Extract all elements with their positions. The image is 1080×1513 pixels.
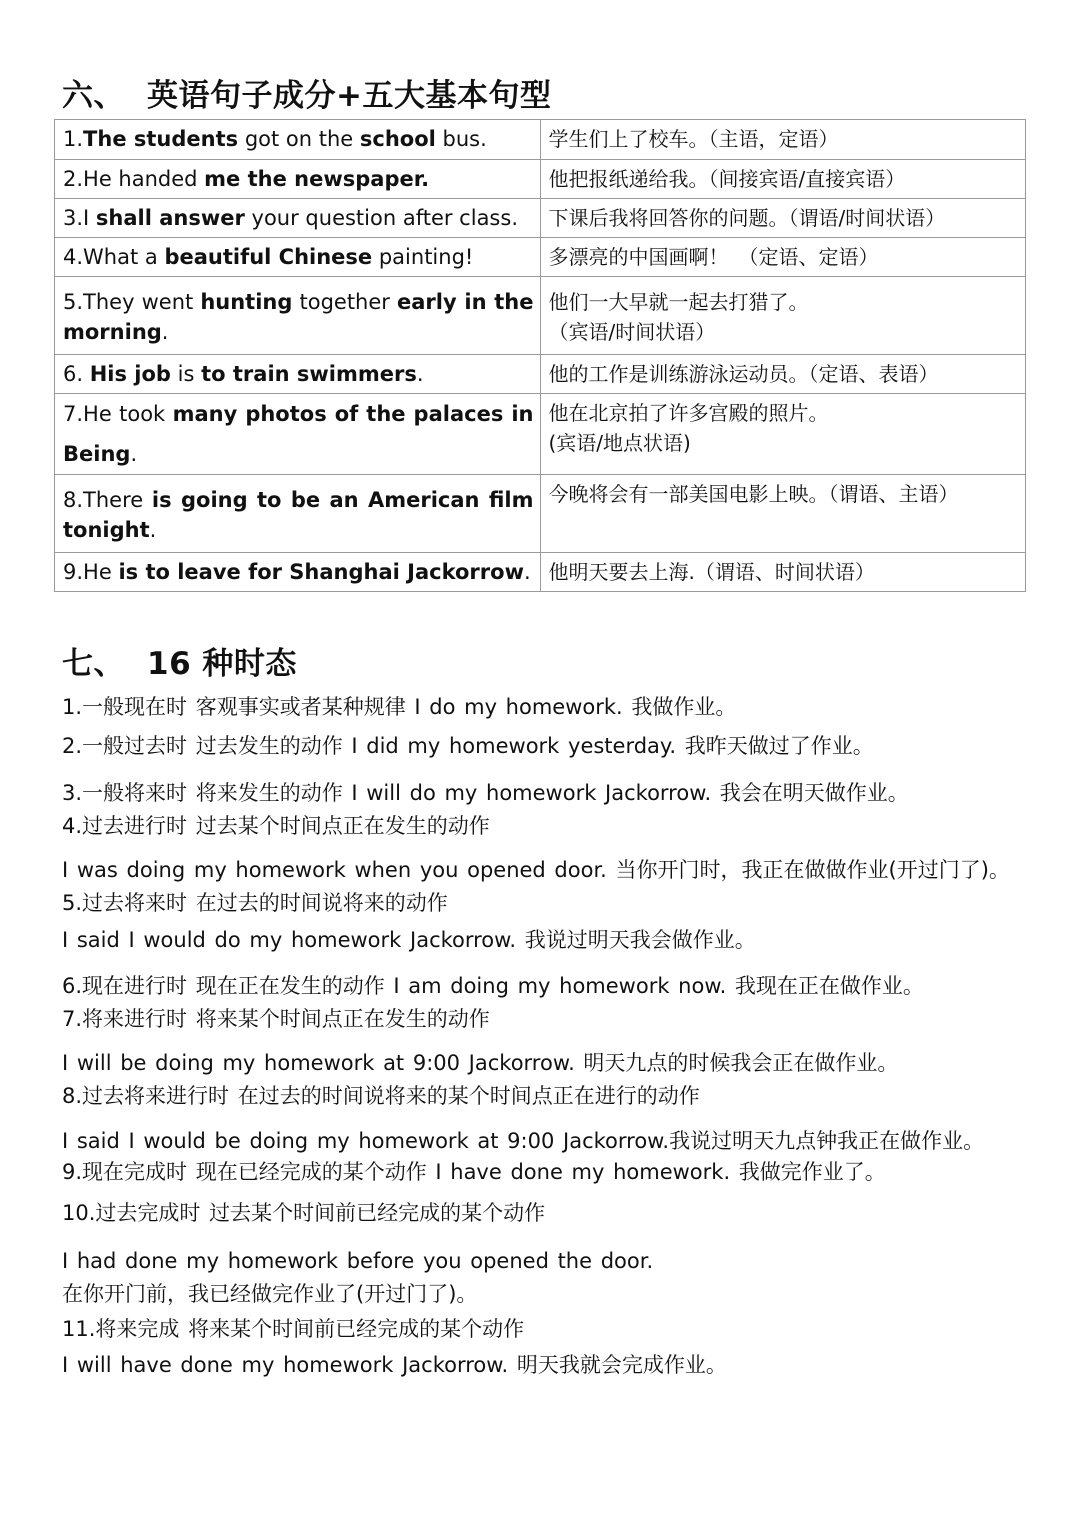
- sentence-text: 2.He handed: [63, 167, 205, 191]
- tense-line: I was doing my homework when you opened door. 当你开门时，我正在做做作业(开过门了)。: [62, 858, 1010, 882]
- sentence-text: together: [292, 290, 398, 314]
- english-sentence-cell: [55, 160, 541, 199]
- translation-text: 多漂亮的中国画啊！ （定语、定语）: [548, 245, 879, 269]
- highlighted-component: early in the morning: [63, 290, 534, 344]
- table-row: [55, 553, 1026, 592]
- chinese-translation-cell: [540, 238, 1026, 277]
- sentence-text: bus.: [435, 127, 487, 151]
- section-7-title: 16 种时态: [147, 646, 297, 682]
- sentence-text: your question after class.: [244, 206, 518, 230]
- english-sentence-cell: [55, 238, 541, 277]
- english-sentence-cell: [55, 355, 541, 394]
- section-6-title: 英语句子成分+五大基本句型: [147, 78, 552, 114]
- section-6-number: 六、: [62, 78, 125, 114]
- translation-text: 今晚将会有一部美国电影上映。（谓语、主语）: [548, 482, 959, 506]
- sentence-text: .: [130, 442, 138, 466]
- chinese-translation-cell: [540, 120, 1026, 160]
- highlighted-component: many photos of the palaces in Being: [63, 402, 534, 466]
- sentence-text: painting!: [372, 245, 474, 269]
- table-row: [55, 199, 1026, 238]
- translation-text: 他的工作是训练游泳运动员。（定语、表语）: [548, 362, 939, 386]
- translation-text: 他明天要去上海.（谓语、时间状语）: [548, 560, 875, 584]
- sentence-text: .: [523, 560, 531, 584]
- tense-line: 5.过去将来时 在过去的时间说将来的动作: [62, 891, 448, 915]
- sentence-text: .: [161, 320, 169, 344]
- tense-line: I said I would be doing my homework at 9:00 Jackorrow.我说过明天九点钟我正在做作业。: [62, 1129, 985, 1153]
- tense-line: 4.过去进行时 过去某个时间点正在发生的动作: [62, 814, 490, 838]
- sentence-text: 8.There: [63, 488, 152, 512]
- sentence-text: 6.: [63, 362, 90, 386]
- highlighted-component: His job: [89, 362, 171, 386]
- tense-line: 8.过去将来进行时 在过去的时间说将来的某个时间点正在进行的动作: [62, 1084, 700, 1108]
- tense-line: 3.一般将来时 将来发生的动作 I will do my homework Jackorrow. 我会在明天做作业。: [62, 781, 909, 805]
- table-row: [55, 394, 1026, 475]
- tense-line: 2.一般过去时 过去发生的动作 I did my homework yesterday. 我昨天做过了作业。: [62, 734, 874, 758]
- table-row: [55, 355, 1026, 394]
- tense-line: 1.一般现在时 客观事实或者某种规律 I do my homework. 我做作业。: [62, 695, 737, 719]
- sentence-text: 5.They went: [63, 290, 201, 314]
- translation-text: 下课后我将回答你的问题。（谓语/时间状语）: [548, 206, 946, 230]
- tense-line: 11.将来完成 将来某个时间前已经完成的某个动作: [62, 1317, 525, 1341]
- tense-line: 在你开门前，我已经做完作业了(开过门了)。: [62, 1282, 478, 1306]
- sentence-text: 4.What a: [63, 245, 165, 269]
- tense-line: I will be doing my homework at 9:00 Jackorrow. 明天九点的时候我会正在做作业。: [62, 1051, 899, 1075]
- english-sentence-cell: [55, 120, 541, 160]
- sentence-text: .: [416, 362, 424, 386]
- table-row: [55, 475, 1026, 553]
- chinese-translation-cell: [540, 553, 1026, 592]
- tense-line: 10.过去完成时 过去某个时间前已经完成的某个动作: [62, 1201, 546, 1225]
- table-row: [55, 238, 1026, 277]
- chinese-translation-cell: [540, 394, 1026, 475]
- english-sentence-cell: [55, 277, 541, 355]
- section-7-heading: [62, 644, 297, 684]
- sentence-text: 7.He took: [63, 402, 173, 426]
- tense-line: 9.现在完成时 现在已经完成的某个动作 I have done my homework. 我做完作业了。: [62, 1160, 886, 1184]
- section-7-number: 七、: [62, 646, 125, 682]
- translation-text: 他们一大早就一起去打猎了。 （宾语/时间状语）: [548, 290, 809, 344]
- translation-text: 他把报纸递给我。（间接宾语/直接宾语）: [548, 167, 906, 191]
- sentence-text: 3.I: [63, 206, 96, 230]
- highlighted-component: me the newspaper.: [204, 167, 430, 191]
- table-row: [55, 160, 1026, 199]
- chinese-translation-cell: [540, 277, 1026, 355]
- sentence-text: .: [149, 518, 157, 542]
- chinese-translation-cell: [540, 475, 1026, 553]
- highlighted-component: shall answer: [95, 206, 245, 230]
- english-sentence-cell: [55, 394, 541, 475]
- english-sentence-cell: [55, 553, 541, 592]
- highlighted-component: The students: [83, 127, 239, 151]
- tense-line: I said I would do my homework Jackorrow. 我说过明天我会做作业。: [62, 928, 756, 952]
- sentence-components-table: [54, 119, 1026, 592]
- tense-line: 7.将来进行时 将来某个时间点正在发生的动作: [62, 1007, 490, 1031]
- tense-line: I will have done my homework Jackorrow. 明天我就会完成作业。: [62, 1353, 727, 1377]
- highlighted-component: school: [359, 127, 436, 151]
- sentence-text: got on the: [238, 127, 360, 151]
- chinese-translation-cell: [540, 355, 1026, 394]
- table-row: [55, 277, 1026, 355]
- highlighted-component: to train swimmers: [201, 362, 417, 386]
- tense-line: 6.现在进行时 现在正在发生的动作 I am doing my homework now. 我现在正在做作业。: [62, 974, 924, 998]
- highlighted-component: hunting: [200, 290, 293, 314]
- highlighted-component: is to leave for Shanghai Jackorrow: [118, 560, 524, 584]
- translation-text: 他在北京拍了许多宫殿的照片。 (宾语/地点状语): [548, 401, 829, 455]
- chinese-translation-cell: [540, 160, 1026, 199]
- english-sentence-cell: [55, 475, 541, 553]
- english-sentence-cell: [55, 199, 541, 238]
- translation-text: 学生们上了校车。（主语，定语）: [548, 127, 839, 151]
- highlighted-component: beautiful Chinese: [164, 245, 373, 269]
- highlighted-component: is going to be an American film tonight: [63, 488, 534, 542]
- sentence-text: is: [170, 362, 202, 386]
- sentence-text: 1.: [63, 127, 84, 151]
- chinese-translation-cell: [540, 199, 1026, 238]
- section-6-heading: [62, 76, 551, 116]
- sentence-text: 9.He: [63, 560, 119, 584]
- table-row: [55, 120, 1026, 160]
- tense-line: I had done my homework before you opened the door.: [62, 1249, 654, 1273]
